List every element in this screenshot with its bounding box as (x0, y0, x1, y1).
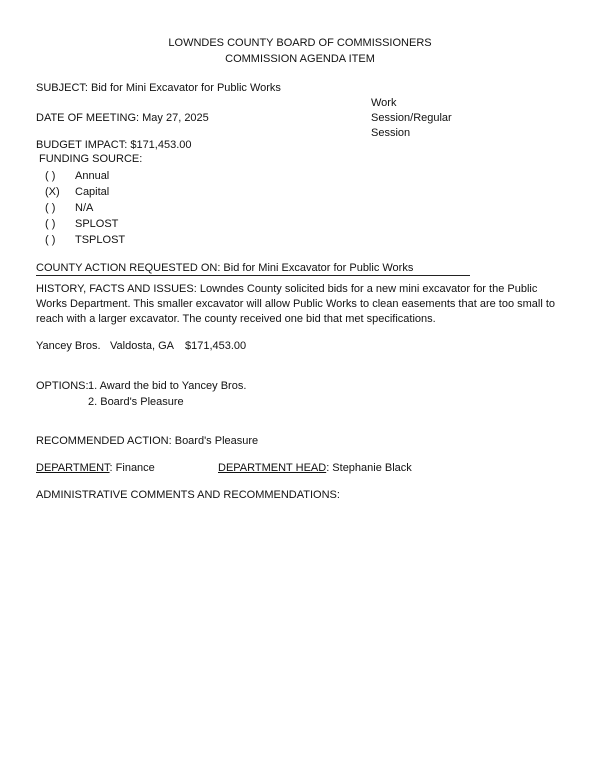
divider-rule (36, 275, 470, 276)
funding-option-name: TSPLOST (75, 234, 126, 246)
funding-option-na (45, 202, 93, 214)
history-paragraph: HISTORY, FACTS AND ISSUES: Lowndes County solicited bids for a new mini excavator for the Public Works Department. This smaller excavator will allow Public Works to clean easements that are too small to reach with a larger excavator. The county received one bid that met specifications. (36, 283, 556, 325)
subject-line: SUBJECT: Bid for Mini Excavator for Public Works (36, 82, 281, 94)
funding-source-label: FUNDING SOURCE: (39, 153, 143, 165)
department-value: : Finance (109, 462, 155, 474)
department-head-value: : Stephanie Black (326, 462, 412, 474)
funding-option-mark: ( ) (45, 202, 56, 214)
admin-comments-label: ADMINISTRATIVE COMMENTS AND RECOMMENDATIONS: (36, 489, 340, 501)
funding-option-mark: (X) (45, 186, 60, 198)
option-item-1: 1. Award the bid to Yancey Bros. (88, 380, 247, 392)
funding-option-annual (45, 170, 109, 182)
funding-option-mark: ( ) (45, 218, 56, 230)
date-of-meeting: DATE OF MEETING: May 27, 2025 (36, 112, 209, 124)
meeting-type-line-2: Session/Regular (371, 112, 452, 124)
department (36, 462, 155, 474)
funding-option-name: SPLOST (75, 218, 119, 230)
meeting-type-line-3: Session (371, 127, 411, 139)
funding-option-mark: ( ) (45, 234, 56, 246)
budget-impact: BUDGET IMPACT: $171,453.00 (36, 139, 192, 151)
funding-option-name: Capital (75, 186, 110, 198)
department-label: DEPARTMENT (36, 462, 110, 474)
funding-option-capital (45, 186, 109, 198)
funding-option-name: N/A (75, 202, 94, 214)
header-org: LOWNDES COUNTY BOARD OF COMMISSIONERS (168, 37, 432, 49)
meeting-type-line-1: Work (371, 97, 397, 109)
department-head (218, 462, 412, 474)
funding-option-tsplost (45, 234, 125, 246)
options-label: OPTIONS: (36, 380, 89, 392)
funding-option-splost (45, 218, 118, 230)
funding-option-name: Annual (75, 170, 110, 182)
department-head-label: DEPARTMENT HEAD (218, 462, 327, 474)
option-item-2: 2. Board's Pleasure (88, 396, 184, 408)
recommended-action: RECOMMENDED ACTION: Board's Pleasure (36, 435, 259, 447)
action-requested: COUNTY ACTION REQUESTED ON: Bid for Mini Excavator for Public Works (36, 262, 414, 274)
funding-option-mark: ( ) (45, 170, 56, 182)
header-subtitle: COMMISSION AGENDA ITEM (225, 53, 375, 65)
bid-vendor: Yancey Bros. (36, 340, 101, 352)
bid-location: Valdosta, GA (110, 340, 174, 352)
bid-amount: $171,453.00 (185, 340, 247, 352)
